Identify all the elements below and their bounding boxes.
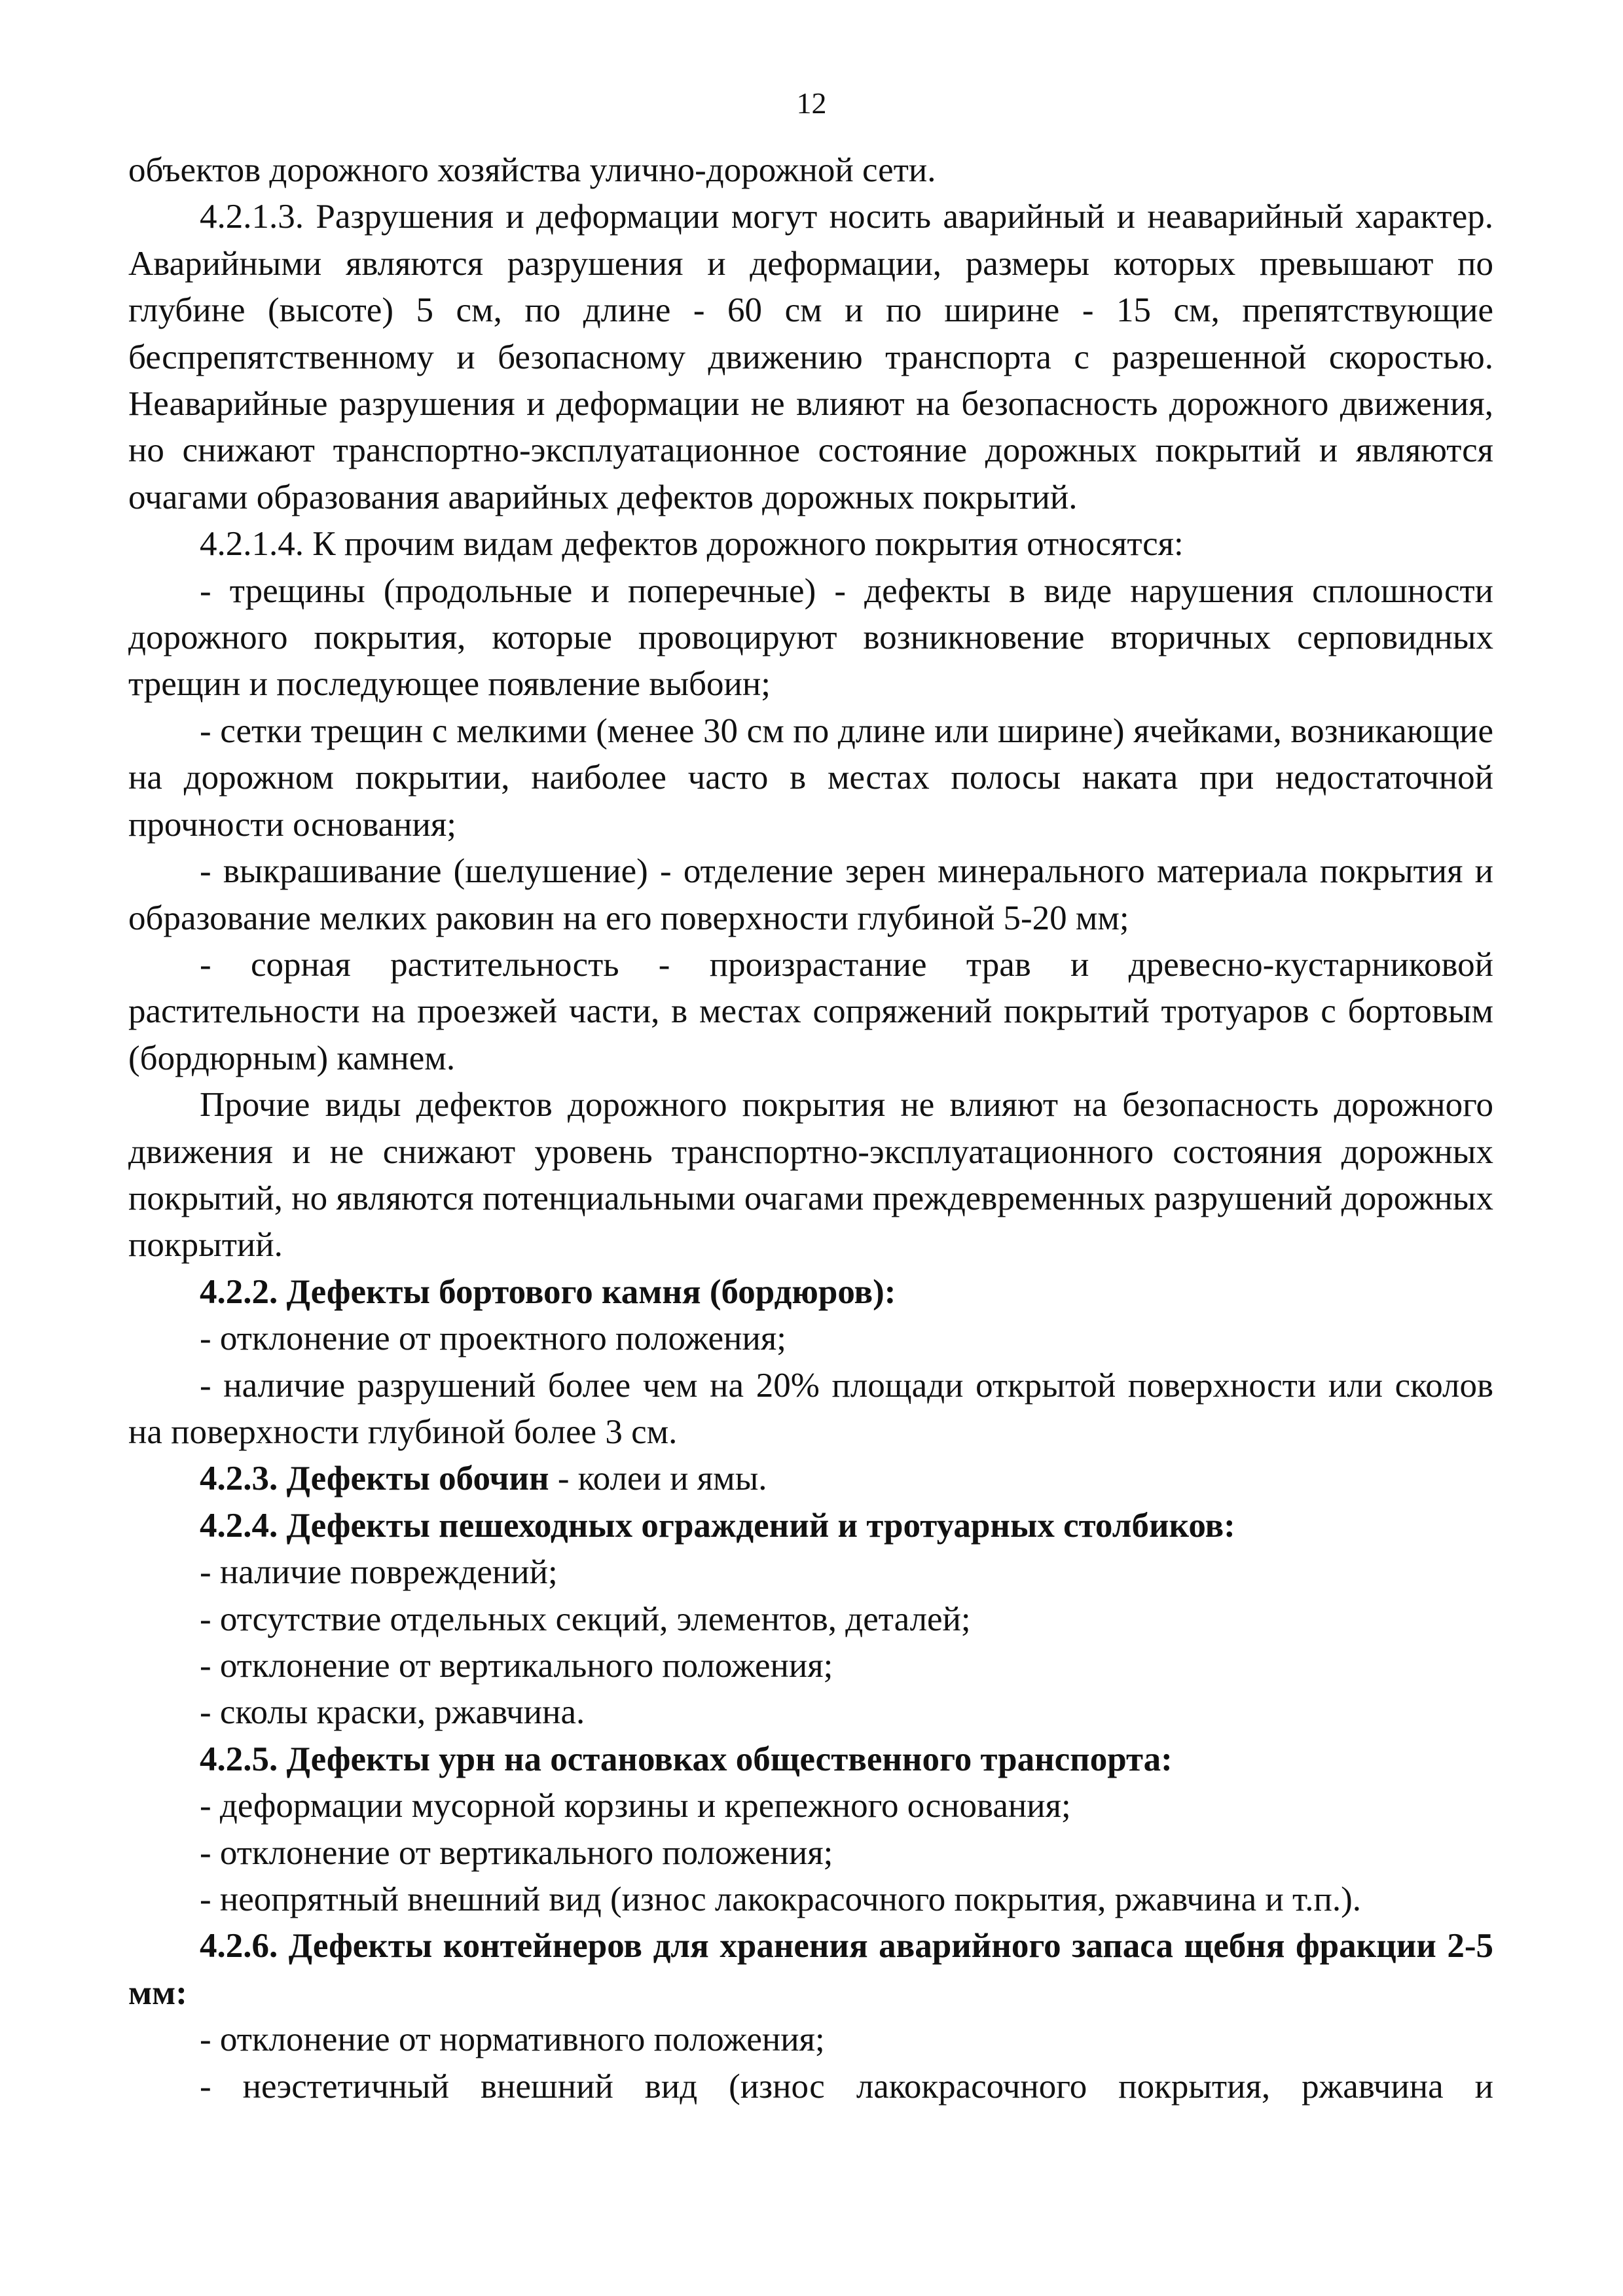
section-heading: 4.2.5. Дефекты урн на остановках общественного транспорта:: [200, 1740, 1173, 1778]
page-number: 12: [796, 86, 827, 120]
document-body: [128, 147, 1493, 2110]
section-heading-inline: [128, 1456, 1493, 1502]
list-item: - отклонение от нормативного положения;: [200, 2020, 825, 2059]
paragraph: 4.2.1.3. Разрушения и деформации могут носить аварийный и неаварийный характер. Аварийными являются разрушения и деформации, размеры которых превышают по глубине (высоте) 5 см, по длине - 60 см и по ширине - 15 см, препятствующие беспрепятственному и безопасному движению транспорта с разрешенной скоростью. Неаварийные разрушения и деформации не влияют на безопасность дорожного движения, но снижают транспортно-эксплуатационное состояние дорожных покрытий и являются очагами образования аварийных дефектов дорожных покрытий.: [128, 198, 1493, 516]
list-item: - деформации мусорной корзины и крепежного основания;: [200, 1787, 1071, 1825]
list-item: - сколы краски, ржавчина.: [200, 1693, 585, 1732]
list-item: - выкрашивание (шелушение) - отделение зерен минерального материала покрытия и образование мелких раковин на его поверхности глубиной 5-20 мм;: [128, 852, 1493, 937]
list-item: - трещины (продольные и поперечные) - дефекты в виде нарушения сплошности дорожного покрытия, которые провоцируют возникновение вторичных серповидных трещин и последующее появление выбоин;: [128, 571, 1493, 704]
list-item: - отсутствие отдельных секций, элементов, деталей;: [200, 1600, 971, 1638]
section-heading: 4.2.3. Дефекты обочин: [200, 1460, 549, 1498]
list-item: - неэстетичный внешний вид (износ лакокрасочного покрытия, ржавчина и: [200, 2067, 1493, 2106]
list-item: - отклонение от вертикального положения;: [200, 1647, 833, 1685]
list-item: - отклонение от вертикального положения;: [200, 1833, 833, 1872]
list-item: - сорная растительность - произрастание трав и древесно-кустарниковой растительности на проезжей части, в местах сопряжений покрытий тротуаров с бортовым (бордюрным) камнем.: [128, 945, 1493, 1077]
list-item: - неопрятный внешний вид (износ лакокрасочного покрытия, ржавчина и т.п.).: [200, 1880, 1361, 1919]
heading-continuation: - колеи и ямы.: [549, 1460, 767, 1498]
paragraph: Прочие виды дефектов дорожного покрытия не влияют на безопасность дорожного движения и не снижают уровень транспортно-эксплуатационного состояния дорожных покрытий, но являются потенциальными очагами преждевременных разрушений дорожных покрытий.: [128, 1086, 1493, 1265]
list-item: - сетки трещин с мелкими (менее 30 см по длине или ширине) ячейками, возникающие на дорожном покрытии, наиболее часто в местах полосы наката при недостаточной прочности основания;: [128, 711, 1493, 844]
section-heading: 4.2.4. Дефекты пешеходных ограждений и тротуарных столбиков:: [200, 1506, 1235, 1545]
list-item: - наличие разрушений более чем на 20% площади открытой поверхности или сколов на поверхности глубиной более 3 см.: [128, 1366, 1493, 1451]
paragraph: 4.2.1.4. К прочим видам дефектов дорожного покрытия относятся:: [200, 525, 1184, 564]
section-heading: 4.2.2. Дефекты бортового камня (бордюров):: [200, 1272, 896, 1311]
section-heading: 4.2.6. Дефекты контейнеров для хранения аварийного запаса щебня фракции 2-5 мм:: [128, 1927, 1493, 2012]
list-item: - наличие повреждений;: [200, 1553, 558, 1592]
list-item: - отклонение от проектного положения;: [200, 1319, 787, 1358]
paragraph: объектов дорожного хозяйства улично-дорожной сети.: [128, 151, 936, 189]
